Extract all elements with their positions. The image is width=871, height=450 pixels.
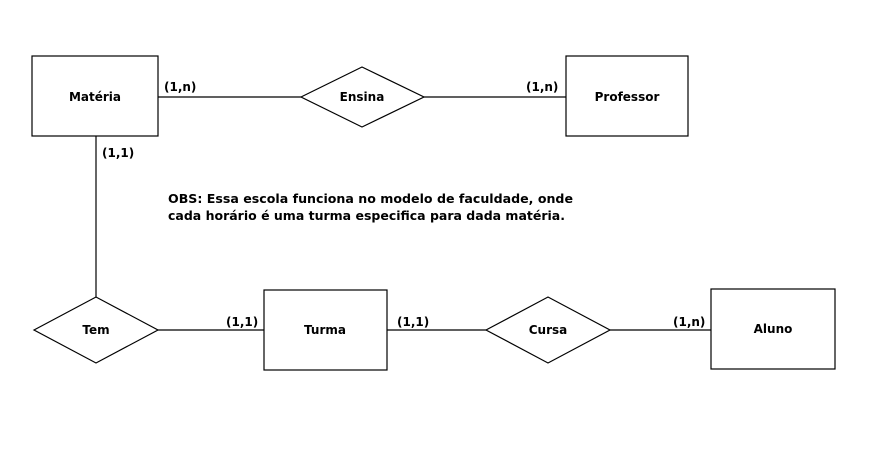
- cardinality-turma-cursa: (1,1): [397, 315, 430, 329]
- relationship-ensina-label: Ensina: [339, 90, 385, 104]
- entity-aluno[interactable]: [711, 289, 835, 369]
- entity-professor[interactable]: [566, 56, 688, 136]
- entity-turma-label: Turma: [304, 323, 346, 337]
- entity-materia[interactable]: [32, 56, 158, 136]
- cardinality-materia-ensina: (1,n): [164, 80, 197, 94]
- observation-note-line-2: cada horário é uma turma especifica para dada matéria.: [168, 209, 565, 223]
- entity-turma[interactable]: [264, 290, 387, 370]
- cardinality-materia-tem: (1,1): [102, 146, 135, 160]
- relationship-cursa[interactable]: [486, 297, 610, 363]
- cardinality-turma-tem: (1,1): [226, 315, 259, 329]
- observation-note-line-1: OBS: Essa escola funciona no modelo de faculdade, onde: [168, 192, 573, 206]
- relationship-cursa-label: Cursa: [528, 323, 568, 337]
- entity-aluno-label: Aluno: [753, 322, 793, 336]
- cardinality-professor-ensina: (1,n): [526, 80, 559, 94]
- relationship-ensina[interactable]: [301, 67, 424, 127]
- observation-note: [168, 192, 573, 223]
- relationship-tem-label: Tem: [82, 323, 110, 337]
- entity-materia-label: Matéria: [68, 90, 122, 104]
- relationship-tem[interactable]: [34, 297, 158, 363]
- cardinality-aluno-cursa: (1,n): [673, 315, 706, 329]
- entity-professor-label: Professor: [594, 90, 660, 104]
